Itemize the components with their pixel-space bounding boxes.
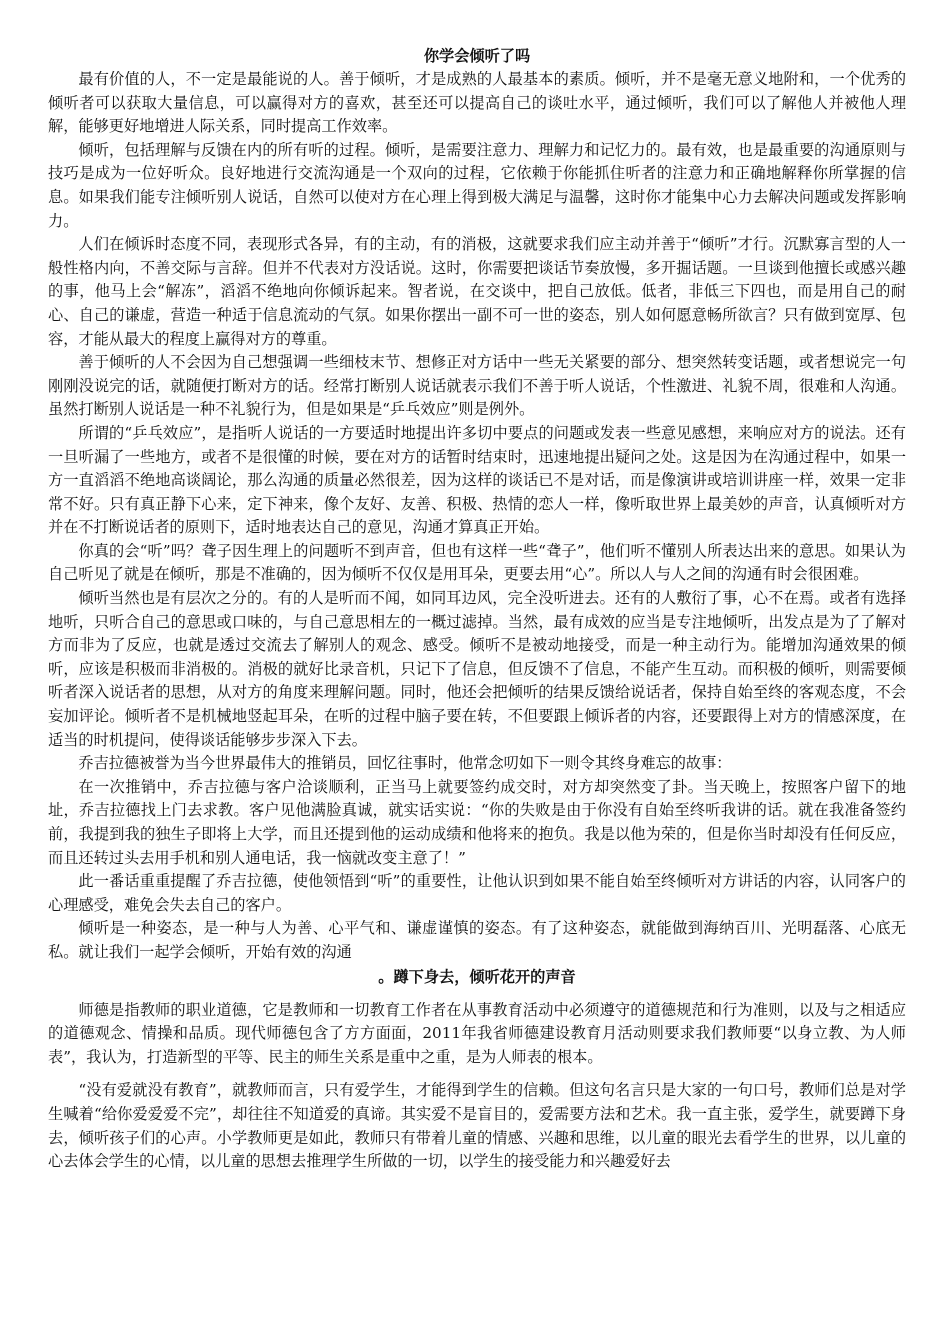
article-paragraph: 你真的会“听”吗？聋子因生理上的问题听不到声音，但也有这样一些“聋子”，他们听不懂别人所表达出来的意思。如果认为自己听见了就是在倾听，那是不准确的，因为倾听不仅仅是用耳朵，更要去用“心”。所以人与人之间的沟通有时会很困难。 <box>48 541 906 584</box>
document-page <box>48 44 906 1174</box>
article-paragraph: 在一次推销中，乔吉拉德与客户洽谈顺利，正当马上就要签约成交时，对方却突然变了卦。当天晚上，按照客户留下的地址，乔吉拉德找上门去求教。客户见他满脸真诚，就实话实说：“你的失败是由于你没有自始至终听我讲的话。就在我准备签约前，我提到我的独生子即将上大学，而且还提到他的运动成绩和他将来的抱负。我是以他为荣的，但是你当时却没有任何反应，而且还转过头去用手机和别人通电话，我一恼就改变主意了！” <box>48 777 906 867</box>
article-paragraph: 人们在倾诉时态度不同，表现形式各异，有的主动，有的消极，这就要求我们应主动并善于“倾听”才行。沉默寡言型的人一般性格内向，不善交际与言辞。但并不代表对方没话说。这时，你需要把谈话节奏放慢，多开掘话题。一旦谈到他擅长或感兴趣的事，他马上会“解冻”，滔滔不绝地向你倾诉起来。智者说，在交谈中，把自己放低。低者，非低三下四也，而是用自己的耐心、自己的谦虚，营造一种适于信息流动的气氛。如果你摆出一副不可一世的姿态，别人如何愿意畅所欲言？只有做到宽厚、包容，才能从最大的程度上赢得对方的尊重。 <box>48 235 906 348</box>
section-title: 。蹲下身去，倾听花开的声音 <box>378 967 576 986</box>
article-paragraph: 师德是指教师的职业道德，它是教师和一切教育工作者在从事教育活动中必须遵守的道德规范和行为准则，以及与之相适应的道德观念、情操和品质。现代师德包含了方方面面，2011年我省师德建设教育月活动则要求我们教师要“以身立教、为人师表”，我认为，打造新型的平等、民主的师生关系是重中之重，是为人师表的根本。 <box>48 1000 906 1066</box>
article-paragraph: 倾听，包括理解与反馈在内的所有听的过程。倾听，是需要注意力、理解力和记忆力的。最有效，也是最重要的沟通原则与技巧是成为一位好听众。良好地进行交流沟通是一个双向的过程，它依赖于你能抓住听者的注意力和正确地解释你所掌握的信息。如果我们能专注倾听别人说话，自然可以使对方在心理上得到极大满足与温馨，这时你才能集中心力去解决问题或发挥影响力。 <box>48 140 906 230</box>
article-paragraph: 此一番话重重提醒了乔吉拉德，使他领悟到“听”的重要性，让他认识到如果不能自始至终倾听对方讲话的内容，认同客户的心理感受，难免会失去自己的客户。 <box>48 872 906 914</box>
article-paragraph: 最有价值的人，不一定是最能说的人。善于倾听，才是成熟的人最基本的素质。倾听，并不是毫无意义地附和，一个优秀的倾听者可以获取大量信息，可以赢得对方的喜欢，甚至还可以提高自己的谈吐水平，通过倾听，我们可以了解他人并被他人理解，能够更好地增进人际关系，同时提高工作效率。 <box>48 70 906 136</box>
article-paragraph: 所谓的“乒乓效应”，是指听人说话的一方要适时地提出许多切中要点的问题或发表一些意见感想，来响应对方的说法。还有一旦听漏了一些地方，或者不是很懂的时候，要在对方的话暂时结束时，迅速地提出疑问之处。这是因为在沟通过程中，如果一方一直滔滔不绝地高谈阔论，那么沟通的质量必然很差，因为这样的谈话已不是对话，而是像演讲或培训讲座一样，效果一定非常不好。只有真正静下心来，定下神来，像个友好、友善、积极、热情的恋人一样，像听取世界上最美妙的声音，认真倾听对方并在不打断说话者的原则下，适时地表达自己的意见，沟通才算真正开始。 <box>48 423 906 537</box>
article-paragraph: 善于倾听的人不会因为自己想强调一些细枝末节、想修正对方话中一些无关紧要的部分、想突然转变话题，或者想说完一句刚刚没说完的话，就随便打断对方的话。经常打断别人说话就表示我们不善于听人说话，个性激进、礼貌不周，很难和人沟通。虽然打断别人说话是一种不礼貌行为，但是如果是“乒乓效应”则是例外。 <box>48 353 906 419</box>
article-title: 你学会倾听了吗 <box>423 47 531 65</box>
article-paragraph: 倾听当然也是有层次之分的。有的人是听而不闻，如同耳边风，完全没听进去。还有的人敷衍了事，心不在焉。或者有选择地听，只听合自己的意思或口味的，与自己意思相左的一概过滤掉。当然，最有成效的应当是专注地倾听，出发点是为了了解对方而非为了反应，也就是透过交流去了解别人的观念、感受。倾听不是被动地接受，而是一种主动行为。能增加沟通效果的倾听，应该是积极而非消极的。消极的就好比录音机，只记下了信息，但反馈不了信息，不能产生互动。而积极的倾听，则需要倾听者深入说话者的思想，从对方的角度来理解问题。同时，他还会把倾听的结果反馈给说话者，保持自始至终的客观态度，不会妄加评论。倾听者不是机械地竖起耳朵，在听的过程中脑子要在转，不但要跟上倾诉者的内容，还要跟得上对方的情感深度，在适当的时机提问，使得谈话能够步步深入下去。 <box>48 589 906 749</box>
article-paragraph: “没有爱就没有教育”，就教师而言，只有爱学生，才能得到学生的信赖。但这句名言只是大家的一句口号，教师们总是对学生喊着“给你爱爱爱不完”，却往往不知道爱的真谛。其实爱不是盲目的，爱需要方法和艺术。我一直主张，爱学生，就要蹲下身去，倾听孩子们的心声。小学教师更是如此，教师只有带着儿童的情感、兴趣和思维，以儿童的眼光去看学生的世界，以儿童的心去体会学生的心情，以儿童的思想去推理学生所做的一切，以学生的接受能力和兴趣爱好去 <box>48 1081 906 1171</box>
article-paragraph: 乔吉拉德被誉为当今世界最伟大的推销员，回忆往事时，他常念叨如下一则令其终身难忘的故事： <box>78 754 732 773</box>
article-paragraph: 倾听是一种姿态，是一种与人为善、心平气和、谦虚谨慎的姿态。有了这种姿态，就能做到海纳百川、光明磊落、心底无私。就让我们一起学会倾听，开始有效的沟通 <box>48 919 906 961</box>
